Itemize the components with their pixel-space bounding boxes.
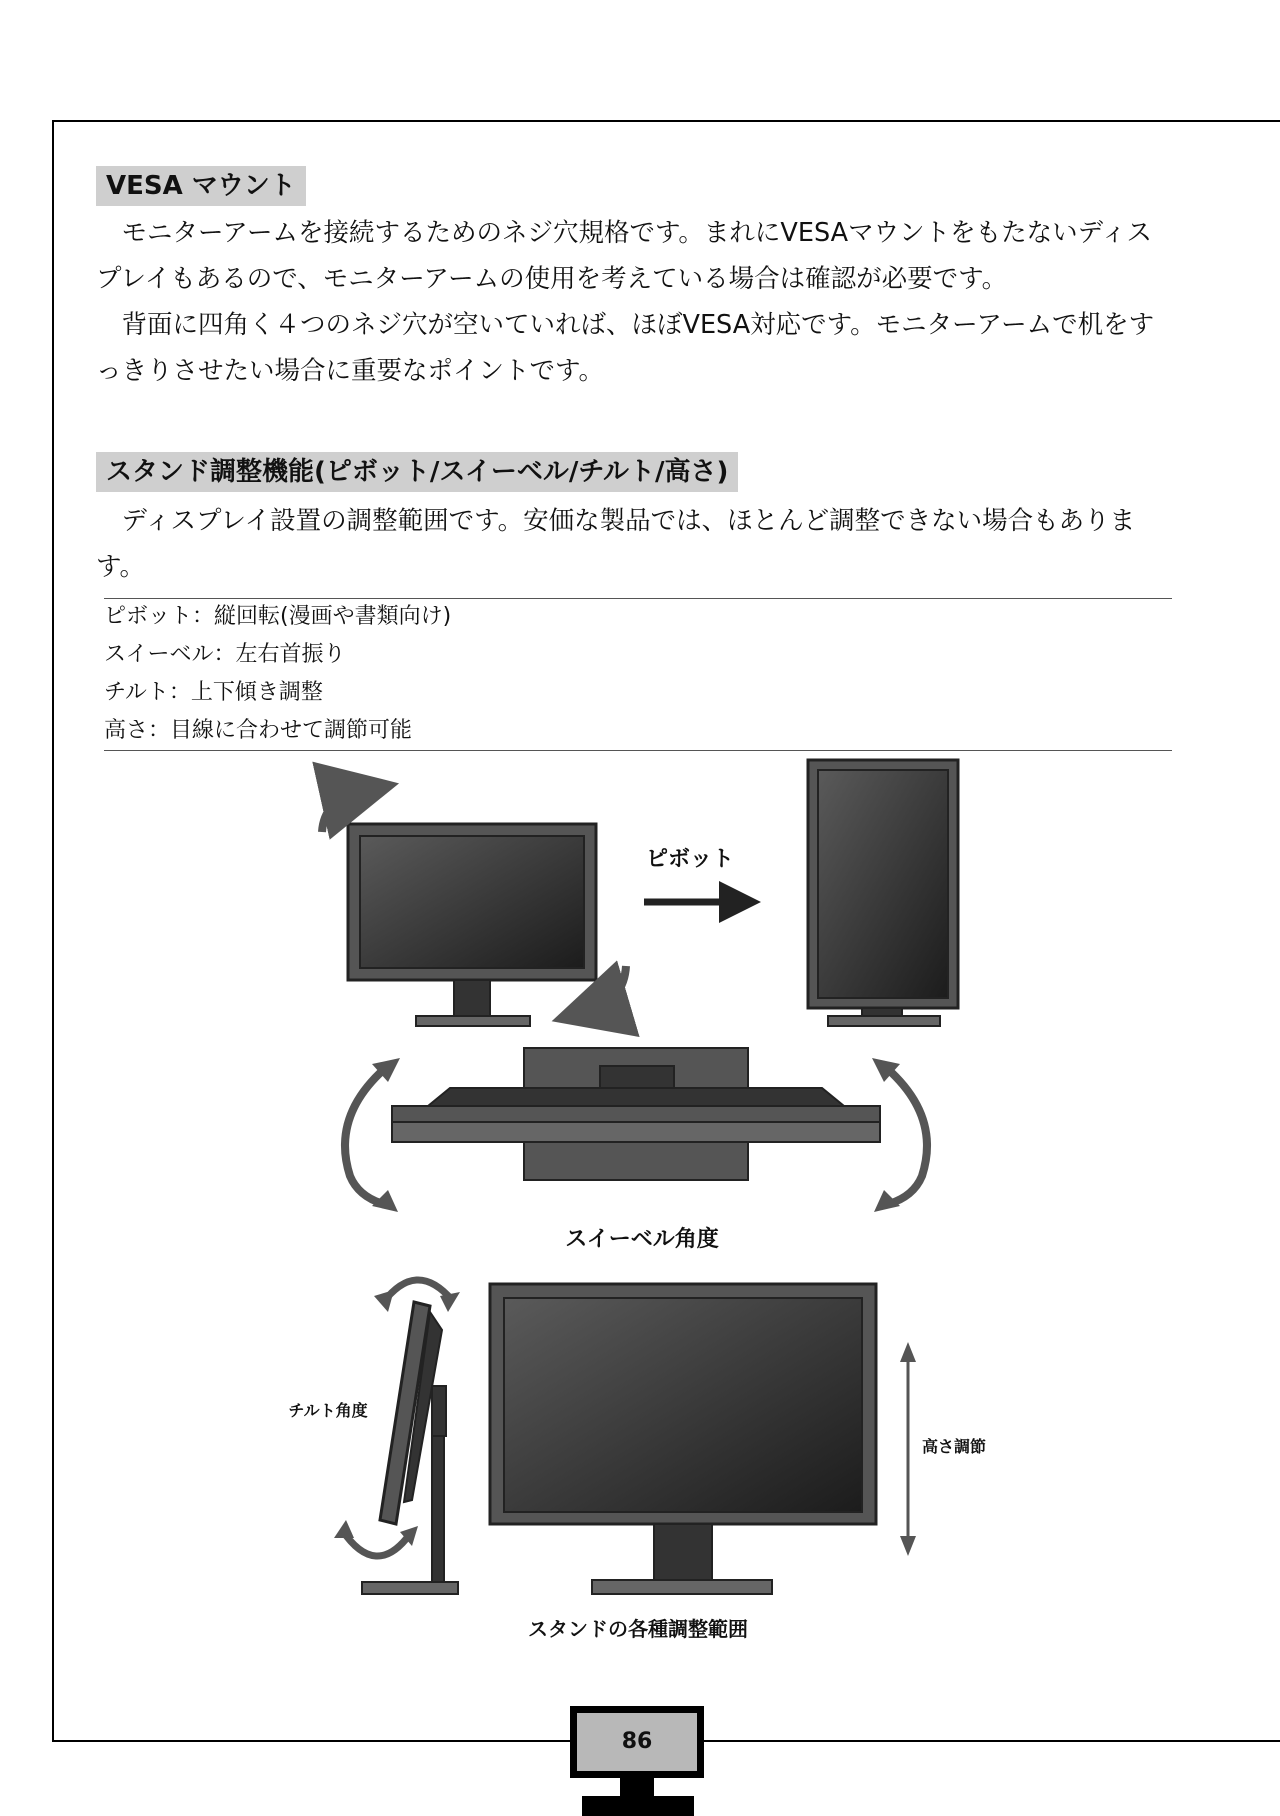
swivel-arrow-right (880, 1064, 927, 1206)
section-heading-vesa: VESA マウント (96, 166, 306, 206)
height-arrowhead (900, 1342, 916, 1362)
paragraph: ディスプレイ設置の調整範囲です。安価な製品では、ほとんど調整できない場合もあります。 (96, 506, 1136, 582)
tilt-arrow-bottom (342, 1530, 410, 1556)
page-number-stand-neck (620, 1778, 654, 1796)
figure-caption: スタンドの各種調整範囲 (528, 1617, 748, 1641)
paragraph: モニターアームを接続するためのネジ穴規格です。まれにVESAマウントをもたないディスプレイもあるので、モニターアームの使用を考えている場合は確認が必要です。 (96, 218, 1153, 294)
swivel-arrow-left (345, 1064, 392, 1206)
height-front-view (490, 1284, 876, 1594)
tilt-arrowhead (334, 1520, 354, 1538)
landscape-monitor (348, 824, 596, 1026)
tilt-label: チルト角度 (288, 1401, 368, 1420)
portrait-monitor (808, 760, 958, 1026)
height-arrowhead (900, 1536, 916, 1556)
height-label: 高さ調節 (921, 1437, 987, 1456)
page-number: 86 (570, 1706, 704, 1778)
paragraph: 背面に四角く４つのネジ穴が空いていれば、ほぼVESA対応です。モニターアームで机をすっきりさせたい場合に重要なポイントです。 (96, 310, 1155, 386)
spec-item-swivel: スイーベル：左右首振り (104, 642, 346, 667)
spec-item-height: 高さ：目線に合わせて調節可能 (104, 718, 413, 743)
tilt-arrowhead (374, 1290, 394, 1312)
swivel-caption: スイーベル角度 (565, 1227, 719, 1252)
tilt-side-view (362, 1302, 458, 1594)
section-heading-stand: スタンド調整機能(ピボット/スイーベル/チルト/高さ) (96, 452, 738, 492)
swivel-top-view (392, 1048, 880, 1180)
pivot-label: ピボット (645, 847, 735, 872)
page-number-stand-base (582, 1796, 694, 1816)
spec-item-tilt: チルト：上下傾き調整 (104, 680, 323, 705)
spec-item-pivot: ピボット：縦回転(漫画や書類向け) (104, 604, 452, 629)
